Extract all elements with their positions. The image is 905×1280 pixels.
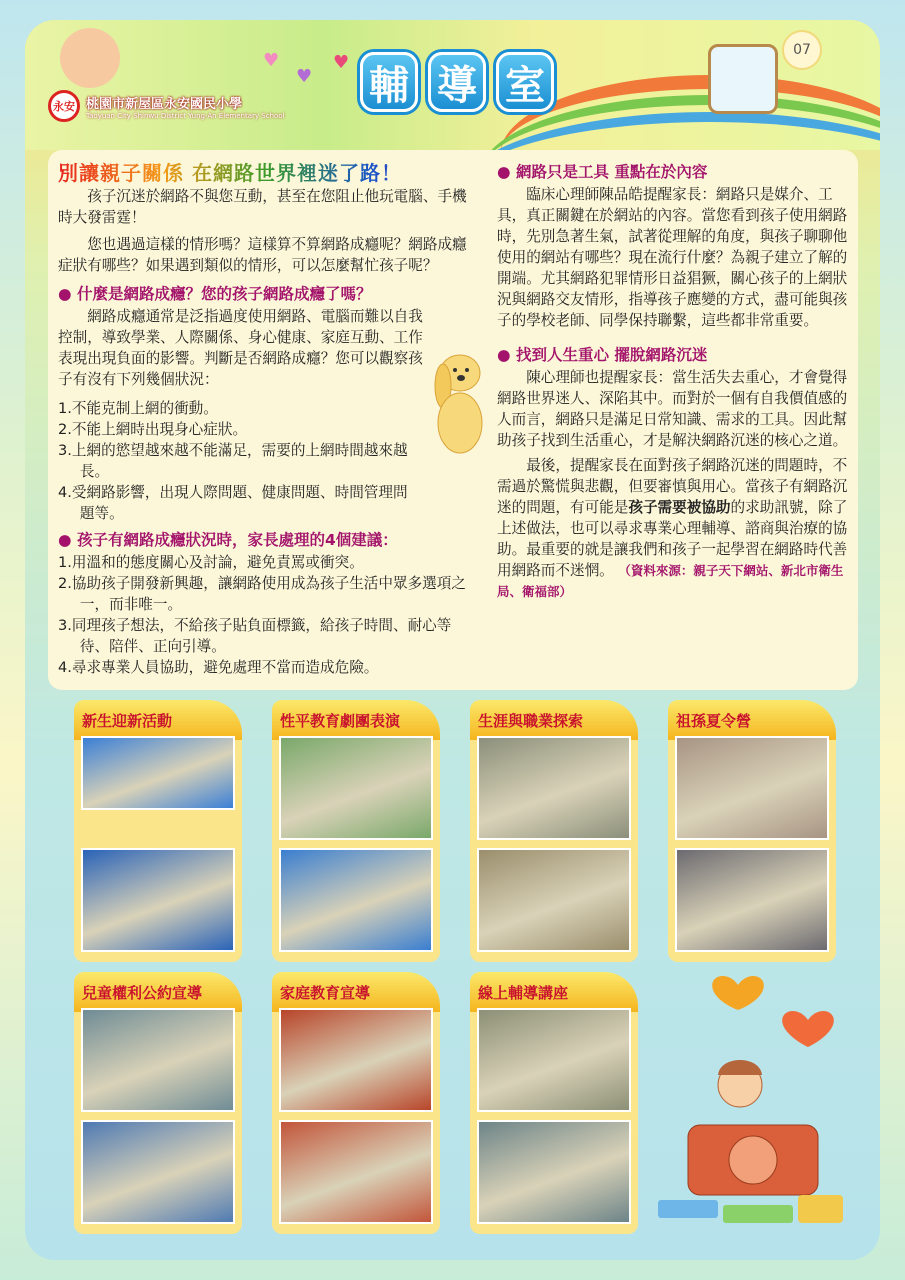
activity-card [470, 972, 638, 1234]
section-heading [58, 282, 476, 306]
section-heading [58, 528, 476, 552]
activity-photo [279, 736, 433, 840]
activity-card [668, 700, 836, 962]
activity-photo [477, 848, 631, 952]
list-item: 3.上網的慾望越來越不能滿足，需要的上網時間越來越長。 [58, 442, 408, 480]
heart-icon: ♥ [333, 52, 350, 73]
list-item: 4.尋求專業人員協助，避免處理不當而造成危險。 [58, 659, 379, 676]
activity-photo [81, 1008, 235, 1112]
section-heading-text: 孩子有網路成癮狀況時，家長處理的4個建議： [76, 531, 398, 549]
activity-photo [477, 1008, 631, 1112]
section-heading [497, 160, 853, 184]
activity-photo [81, 736, 235, 810]
easel-illustration [708, 44, 778, 114]
closing-text: 的求助訊號，除了上述做法，也可以尋求專業心理輔導、諮商與治療的協助。最重要的就是讓我們和孩子一起學習在網路時代善用網路而不迷惘。 [497, 499, 848, 579]
activity-card [74, 700, 242, 962]
activity-card [272, 972, 440, 1234]
pencil-sharpener-illustration [648, 975, 863, 1245]
symptom-list [58, 398, 476, 524]
intro-paragraph: 您也遇過這樣的情形嗎？這樣算不算網路成癮呢？網路成癮症狀有哪些？如果遇到類似的情形，可以怎麼幫忙孩子呢？ [58, 236, 467, 274]
bullet-icon: ● [58, 531, 72, 549]
section-heading-text: 網路只是工具 重點在於內容 [515, 163, 708, 181]
list-item: 1.用溫和的態度關心及討論，避免責罵或衝突。 [58, 554, 364, 571]
school-name: 桃園市新屋區永安國民小學 [86, 96, 243, 112]
section-heading-text: 什麼是網路成癮？您的孩子網路成癮了嗎？ [76, 285, 372, 303]
source-citation: （資料來源：親子天下網站、新北市衛生局、衛福部） [497, 563, 844, 599]
bullet-icon: ● [497, 163, 511, 181]
activity-photo [477, 1120, 631, 1224]
school-badge [48, 90, 285, 122]
activity-label: 線上輔導講座 [470, 972, 638, 1012]
child-painter-illustration [60, 28, 120, 88]
activity-photo [81, 848, 235, 952]
activity-photo [279, 848, 433, 952]
closing-emphasis: 孩子需要被協助 [628, 499, 731, 516]
activity-photo [477, 736, 631, 840]
article-right-column [497, 160, 853, 602]
list-item: 4.受網路影響，出現人際問題、健康問題、時間管理問題等。 [58, 484, 408, 522]
closing-paragraph [497, 455, 853, 602]
activity-photo [279, 1120, 433, 1224]
activity-label: 祖孫夏令營 [668, 700, 836, 740]
activity-photo [675, 736, 829, 840]
activity-photo [279, 1008, 433, 1112]
article-title: 別讓親子關係 在網路世界裡迷了路！ [58, 160, 476, 186]
school-logo-icon: 永安 [48, 90, 80, 122]
section-paragraph: 臨床心理師陳品皓提醒家長：網路只是媒介、工具，真正關鍵在於網站的內容。當您看到孩子使用網路時，先別急著生氣，試著從理解的角度，與孩子聊聊他使用的網站有哪些？現在流行什麼？為親子建立了解的開端。尤其網路犯罪情形日益猖獗，關心孩子的上網狀況與網路交友情形，指導孩子應變的方式，盡可能與孩子的學校老師、同學保持聯繫，這些都非常重要。 [497, 186, 848, 329]
activity-card [470, 700, 638, 962]
activity-card [74, 972, 242, 1234]
bullet-icon: ● [497, 346, 511, 364]
section-heading-text: 找到人生重心 擺脫網路沉迷 [515, 346, 708, 364]
list-item: 1.不能克制上網的衝動。 [58, 400, 218, 417]
heart-icon: ♥ [296, 66, 313, 87]
page-number: 07 [782, 30, 822, 70]
activity-photo [81, 1120, 235, 1224]
list-item: 3.同理孩子想法，不給孩子貼負面標籤，給孩子時間、耐心等待、陪伴、正向引導。 [58, 617, 452, 655]
plush-dog-illustration [425, 348, 495, 468]
closing-text: 最後，提醒家長在面對孩子網路沉迷的問題時，不需過於驚慌與悲觀，但要審慎與用心。當孩子有網路沉迷的問題，有可能是 [497, 457, 848, 516]
article-left-column [58, 160, 476, 678]
section-heading [497, 343, 853, 367]
activity-label: 生涯與職業探索 [470, 700, 638, 740]
section-paragraph: 網路成癮通常是泛指過度使用網路、電腦而難以自我控制，導致學業、人際關係、身心健康、家庭互動、工作表現出現負面的影響。判斷是否網路成癮？您可以觀察孩子有沒有下列幾個狀況： [58, 308, 423, 388]
title-char: 輔 [360, 52, 418, 112]
title-char: 室 [496, 52, 554, 112]
list-item: 2.不能上網時出現身心症狀。 [58, 421, 248, 438]
school-name-en: Taoyuan City Shinwu District Yung-An Elementary School [86, 111, 285, 120]
activity-photo [675, 848, 829, 952]
intro-paragraph: 孩子沉迷於網路不與您互動，甚至在您阻止他玩電腦、手機時大發雷霆！ [58, 188, 467, 226]
activity-label: 家庭教育宣導 [272, 972, 440, 1012]
bullet-icon: ● [58, 285, 72, 303]
list-item: 2.協助孩子開發新興趣，讓網路使用成為孩子生活中眾多選項之一，而非唯一。 [58, 575, 466, 613]
title-char: 導 [428, 52, 486, 112]
page-title [360, 52, 554, 112]
heart-icon: ♥ [263, 50, 280, 71]
activity-label: 性平教育劇團表演 [272, 700, 440, 740]
activity-label: 兒童權利公約宣導 [74, 972, 242, 1012]
activity-label: 新生迎新活動 [74, 700, 242, 740]
section-paragraph: 陳心理師也提醒家長：當生活失去重心，才會覺得網路世界迷人、深陷其中。而對於一個有自我價值感的人而言，網路只是滿足日常知識、需求的工具。因此幫助孩子找到生活重心，才是解決網路沉迷的核心之道。 [497, 369, 848, 449]
suggestion-list [58, 552, 476, 678]
activity-card [272, 700, 440, 962]
